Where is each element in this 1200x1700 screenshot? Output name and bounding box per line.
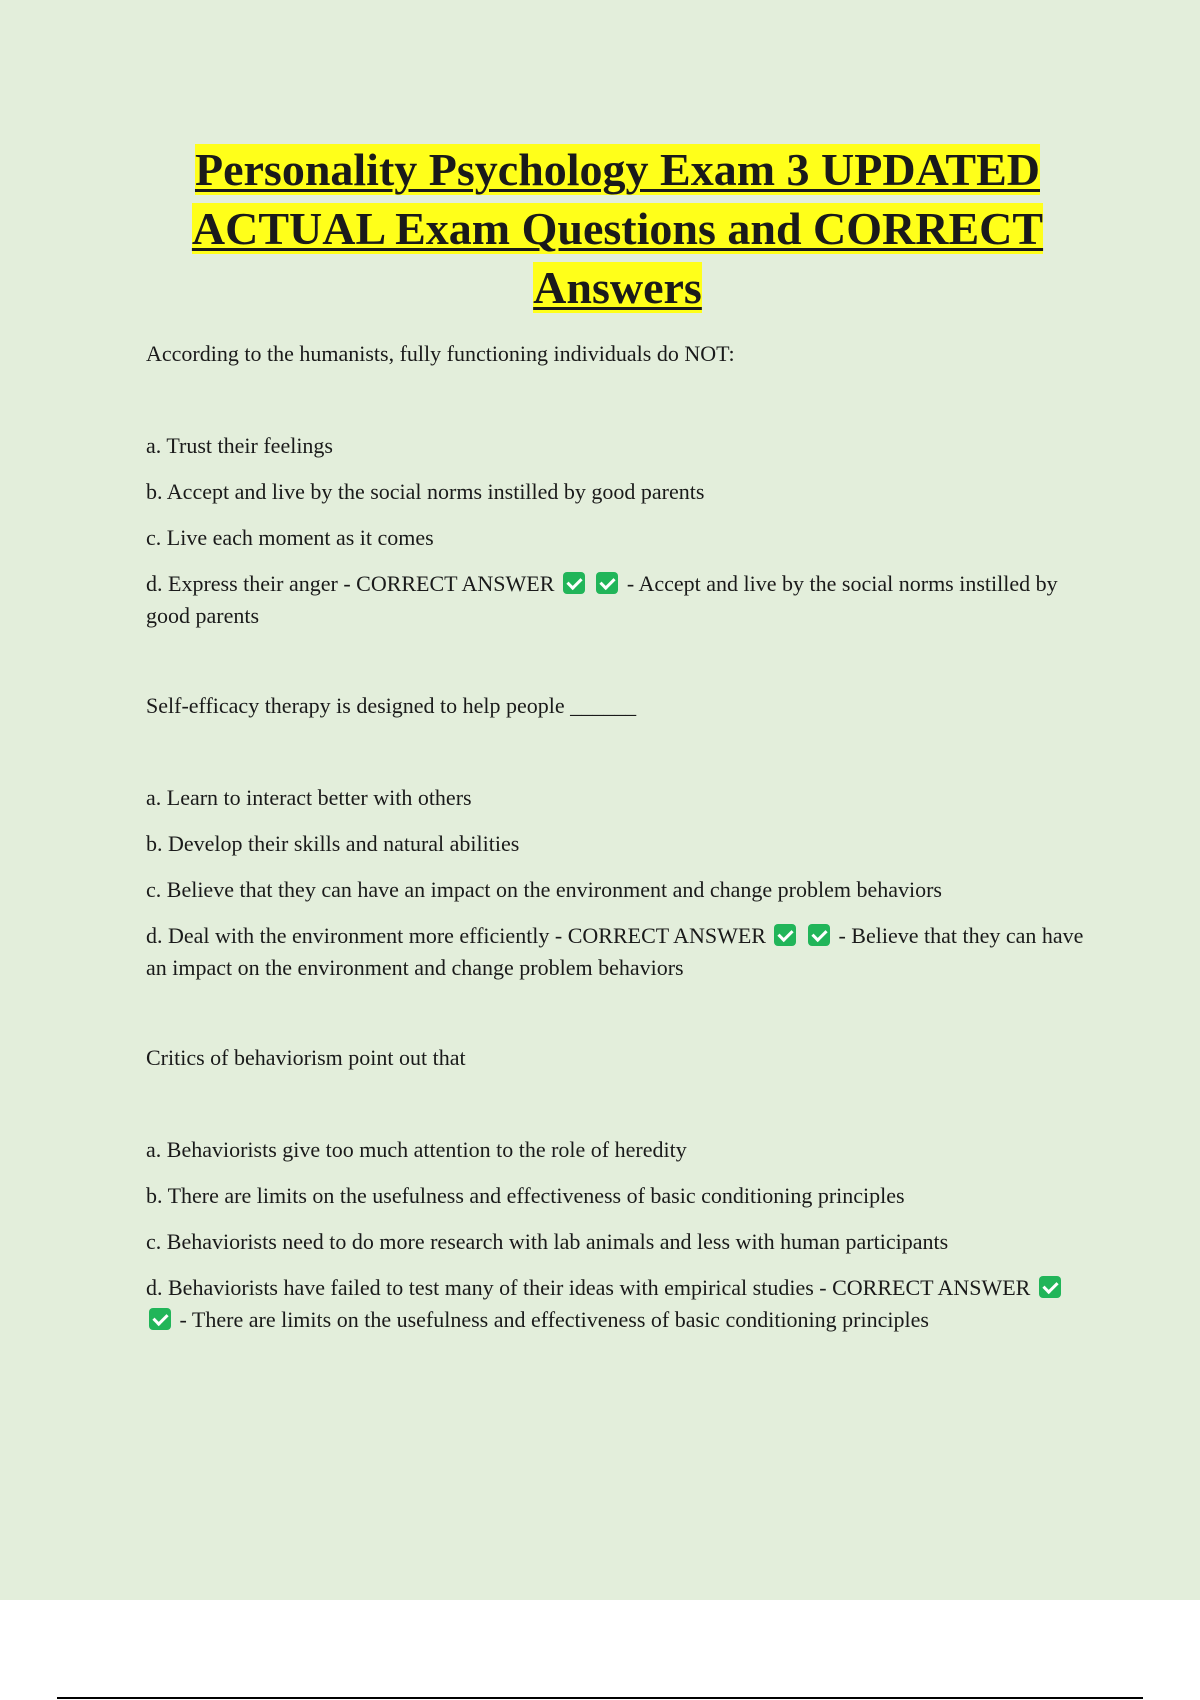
option-a: a. Learn to interact better with others bbox=[146, 785, 472, 810]
title-line-2: ACTUAL Exam Questions and CORRECT bbox=[191, 203, 1044, 254]
correct-answer-text: - Believe that they can have an impact on the environment and change problem behaviors bbox=[146, 923, 1084, 980]
question-block-1 bbox=[146, 338, 1086, 632]
correct-answer-text: - There are limits on the usefulness and effectiveness of basic conditioning principles bbox=[179, 1307, 929, 1332]
option-a: a. Trust their feelings bbox=[146, 433, 333, 458]
question-text: According to the humanists, fully functioning individuals do NOT: bbox=[146, 341, 735, 366]
option-d bbox=[146, 1272, 1086, 1336]
checkmark-box-icon bbox=[1039, 1276, 1061, 1298]
option-a: a. Behaviorists give too much attention to the role of heredity bbox=[146, 1137, 687, 1162]
document-title bbox=[140, 140, 1095, 317]
checkmark-box-icon bbox=[808, 924, 830, 946]
correct-answer-text: - Accept and live by the social norms instilled by good parents bbox=[146, 571, 1058, 628]
option-c: c. Live each moment as it comes bbox=[146, 525, 434, 550]
question-block-3 bbox=[146, 1042, 1086, 1336]
checkmark-box-icon bbox=[563, 572, 585, 594]
question-list bbox=[146, 338, 1086, 1394]
checkmark-box-icon bbox=[596, 572, 618, 594]
title-line-3: Answers bbox=[533, 262, 702, 313]
question-block-2 bbox=[146, 690, 1086, 984]
option-b: b. Accept and live by the social norms instilled by good parents bbox=[146, 479, 705, 504]
option-b: b. There are limits on the usefulness and effectiveness of basic conditioning principles bbox=[146, 1183, 905, 1208]
option-d-text: d. Express their anger - CORRECT ANSWER bbox=[146, 571, 555, 596]
checkmark-box-icon bbox=[774, 924, 796, 946]
option-d bbox=[146, 920, 1086, 984]
option-d bbox=[146, 568, 1086, 632]
option-d-text: d. Behaviorists have failed to test many of their ideas with empirical studies - CORRECT ANSWER bbox=[146, 1275, 1031, 1300]
question-text: Critics of behaviorism point out that bbox=[146, 1045, 466, 1070]
checkmark-box-icon bbox=[149, 1308, 171, 1330]
option-c: c. Believe that they can have an impact on the environment and change problem behaviors bbox=[146, 877, 942, 902]
question-text: Self-efficacy therapy is designed to help people ______ bbox=[146, 693, 637, 718]
title-line-1: Personality Psychology Exam 3 UPDATED bbox=[194, 144, 1040, 195]
option-d-text: d. Deal with the environment more efficiently - CORRECT ANSWER bbox=[146, 923, 766, 948]
option-b: b. Develop their skills and natural abilities bbox=[146, 831, 520, 856]
option-c: c. Behaviorists need to do more research with lab animals and less with human participants bbox=[146, 1229, 949, 1254]
footer-divider bbox=[57, 1697, 1143, 1699]
